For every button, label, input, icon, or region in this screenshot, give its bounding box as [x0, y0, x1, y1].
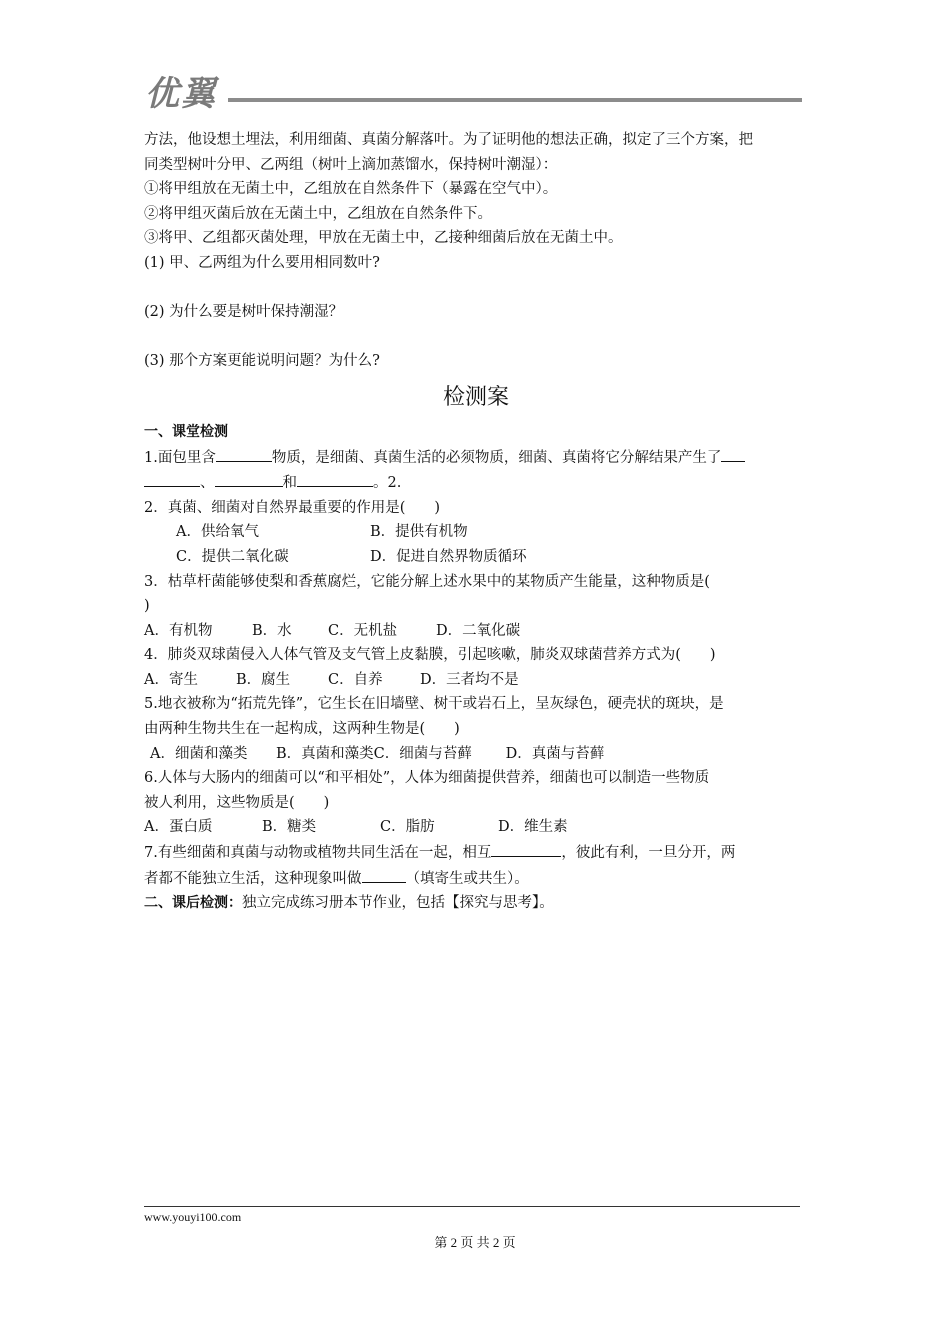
intro-question-3: (3) 那个方案更能说明问题？为什么? [144, 353, 380, 370]
option-b: B．真菌和藻类 [276, 745, 374, 762]
option-d: D．真菌与苔藓 [505, 745, 605, 762]
question-6: 6.人体与大肠内的细菌可以“和平相处”，人体为细菌提供营养，细菌也可以制造一些物质 [144, 770, 710, 787]
question-5-cont: 由两种生物共生在一起构成，这两种生物是( ) [144, 721, 460, 738]
question-7: 7.有些细菌和真菌与动物或植物共同生活在一起，相互 ，彼此有利，一旦分开，两 [144, 840, 808, 866]
answer-blank[interactable] [215, 470, 283, 487]
plan-3: ③将甲、乙组都灭菌处理，甲放在无菌土中，乙接种细菌后放在无菌土中。 [144, 230, 623, 247]
question-4-options [144, 668, 808, 693]
question-1: 1.面包里含 物质，是细菌、真菌生活的必须物质，细菌、真菌将它分解结果产生了 [144, 445, 808, 471]
option-c: C．提供二氧化碳 [176, 548, 289, 565]
option-a: A．有机物 [144, 622, 213, 639]
option-a: A．细菌和藻类 [150, 745, 248, 762]
answer-blank[interactable] [362, 866, 406, 883]
option-c: C．无机盐 [328, 622, 398, 639]
footer-rule [144, 1206, 800, 1207]
intro-question-1: (1) 甲、乙两组为什么要用相同数叶? [144, 254, 380, 271]
question-5-options [144, 742, 808, 767]
answer-blank[interactable] [491, 840, 561, 857]
question-3-cont: ) [144, 598, 150, 615]
option-a: A．供给氧气 [176, 524, 259, 541]
option-b: B．腐生 [236, 671, 291, 688]
option-d: D．促进自然界物质循环 [370, 548, 527, 565]
question-3-options [144, 619, 808, 644]
question-2: 2．真菌、细菌对自然界最重要的作用是( ) [144, 499, 441, 516]
plan-2: ②将甲组灭菌后放在无菌土中，乙组放在自然条件下。 [144, 205, 492, 222]
option-c: C．脂肪 [380, 819, 435, 836]
part-1-heading: 一、课堂检测 [144, 423, 228, 440]
question-1-cont: 、 和 。2. [144, 470, 808, 496]
page-content [144, 128, 808, 916]
question-2-options-ab [144, 520, 808, 545]
option-a: A．寄生 [144, 671, 198, 688]
part-2-text: 独立完成练习册本节作业，包括【探究与思考】。 [242, 895, 554, 912]
question-6-options [144, 815, 808, 840]
page-number: 第 2 页 共 2 页 [434, 1235, 516, 1250]
header-rule [228, 98, 802, 102]
option-d: D．三者均不是 [420, 671, 519, 688]
answer-blank[interactable] [216, 445, 272, 462]
answer-blank[interactable] [144, 470, 200, 487]
question-2-options-cd [144, 545, 808, 570]
option-c: C．自养 [328, 671, 383, 688]
option-b: B．糖类 [262, 819, 317, 836]
plan-1: ①将甲组放在无菌土中，乙组放在自然条件下（暴露在空气中）。 [144, 181, 558, 198]
answer-blank[interactable] [721, 445, 745, 462]
intro-line-2: 同类型树叶分甲、乙两组（树叶上滴加蒸馏水，保持树叶潮湿）： [144, 156, 558, 173]
question-3: 3．枯草杆菌能够使梨和香蕉腐烂，它能分解上述水果中的某物质产生能量，这种物质是( [144, 573, 710, 590]
option-b: B．提供有机物 [370, 524, 468, 541]
question-5: 5.地衣被称为“拓荒先锋”，它生长在旧墙壁、树干或岩石上，呈灰绿色，硬壳状的斑块，是 [144, 696, 724, 713]
intro-question-2: (2) 为什么要是树叶保持潮湿？ [144, 304, 344, 321]
option-d: D．维生素 [498, 819, 568, 836]
part-2-heading: 二、课后检测： [144, 895, 242, 912]
intro-line-1: 方法，他设想土埋法，利用细菌、真菌分解落叶。为了证明他的想法正确，拟定了三个方案，把 [144, 132, 753, 148]
question-7-cont: 者都不能独立生活，这种现象叫做 （填寄生或共生）。 [144, 866, 808, 892]
answer-blank[interactable] [297, 470, 373, 487]
option-d: D．二氧化碳 [436, 622, 521, 639]
option-c: C．细菌与苔藓 [373, 745, 472, 762]
logo: 优翼 [145, 74, 217, 114]
section-title: 检测案 [442, 384, 509, 410]
option-b: B．水 [252, 622, 292, 639]
footer-url[interactable]: www.youyi100.com [144, 1210, 242, 1224]
question-6-cont: 被人利用，这些物质是( ) [144, 794, 330, 811]
part-2 [144, 891, 808, 916]
option-a: A．蛋白质 [144, 819, 213, 836]
question-4: 4．肺炎双球菌侵入人体气管及支气管上皮黏膜，引起咳嗽，肺炎双球菌营养方式为( ) [144, 647, 716, 664]
